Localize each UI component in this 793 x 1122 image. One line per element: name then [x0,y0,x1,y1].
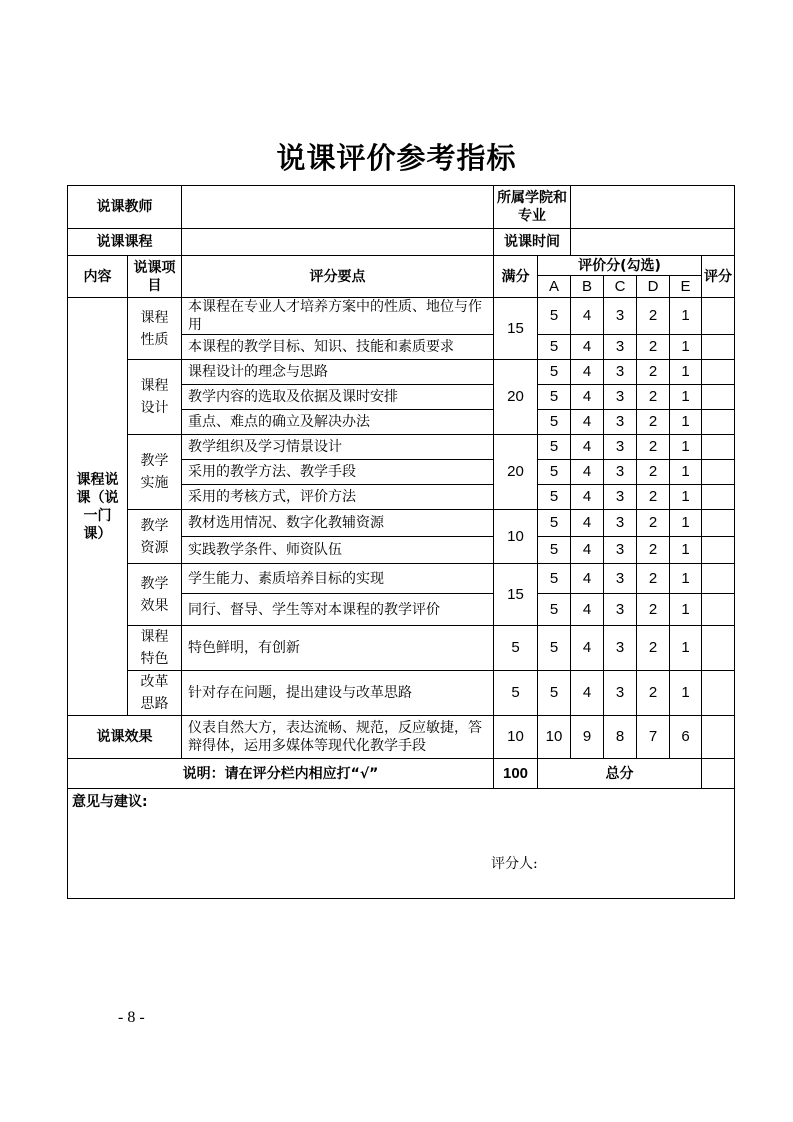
score-cell[interactable] [702,298,735,335]
grade-option[interactable]: 1 [670,510,702,537]
grade-option[interactable]: 2 [637,410,670,435]
evaluation-table [67,185,735,899]
grade-option[interactable]: 1 [670,460,702,485]
item-name: 课程特色 [128,626,182,671]
grade-letter: D [637,276,670,298]
main-category-label: 课程说课（说一门课） [68,298,128,716]
scoring-point: 本课程在专业人才培养方案中的性质、地位与作用 [182,298,494,335]
score-cell[interactable] [702,360,735,385]
scoring-point: 重点、难点的确立及解决办法 [182,410,494,435]
grade-option[interactable]: 3 [604,564,637,594]
grade-letter: A [538,276,571,298]
grade-option[interactable]: 3 [604,537,637,564]
grade-option[interactable]: 3 [604,298,637,335]
grade-option[interactable]: 4 [571,385,604,410]
grade-letter: B [571,276,604,298]
table-row [68,360,735,385]
full-score: 15 [494,298,538,360]
scoring-point: 采用的教学方法、教学手段 [182,460,494,485]
scoring-point: 教学组织及学习情景设计 [182,435,494,460]
effect-grade-option[interactable]: 6 [670,716,702,759]
college-field[interactable] [571,186,735,229]
grade-option[interactable]: 5 [538,510,571,537]
table-row [68,510,735,537]
grade-option[interactable]: 4 [571,564,604,594]
grade-option[interactable]: 2 [637,564,670,594]
total-label: 总分 [538,759,702,789]
col-full-header: 满分 [494,256,538,298]
grade-option[interactable]: 2 [637,594,670,626]
grade-option[interactable]: 3 [604,626,637,671]
effect-point: 仪表自然大方，表达流畅、规范，反应敏捷，答辩得体，运用多媒体等现代化教学手段 [182,716,494,759]
grade-option[interactable]: 4 [571,410,604,435]
grade-option[interactable]: 4 [571,537,604,564]
grade-option[interactable]: 5 [538,435,571,460]
column-header-row [68,256,735,276]
grade-option[interactable]: 1 [670,485,702,510]
time-field[interactable] [571,229,735,256]
effect-score-cell[interactable] [702,716,735,759]
col-grade-header: 评价分(勾选) [538,256,702,276]
grade-option[interactable]: 2 [637,671,670,716]
grade-option[interactable]: 2 [637,435,670,460]
table-row [68,435,735,460]
grade-option[interactable]: 3 [604,671,637,716]
grade-option[interactable]: 1 [670,385,702,410]
grade-option[interactable]: 5 [538,671,571,716]
grade-option[interactable]: 2 [637,485,670,510]
item-name: 课程设计 [128,360,182,435]
grade-option[interactable]: 5 [538,360,571,385]
grade-option[interactable]: 2 [637,626,670,671]
scoring-point: 学生能力、素质培养目标的实现 [182,564,494,594]
score-cell[interactable] [702,485,735,510]
table-row [68,626,735,671]
scoring-point: 采用的考核方式，评价方法 [182,485,494,510]
effect-grade-option[interactable]: 9 [571,716,604,759]
grade-option[interactable]: 2 [637,510,670,537]
full-score: 20 [494,435,538,510]
grade-option[interactable]: 5 [538,410,571,435]
note-text: 说明：请在评分栏内相应打“√” [68,759,494,789]
grade-option[interactable]: 3 [604,594,637,626]
opinion-row [68,789,735,899]
course-label: 说课课程 [68,229,182,256]
grade-option[interactable]: 1 [670,335,702,360]
college-label: 所属学院和专业 [494,186,571,229]
total-score-cell[interactable] [702,759,735,789]
grade-option[interactable]: 5 [538,385,571,410]
grade-option[interactable]: 4 [571,626,604,671]
grade-option[interactable]: 2 [637,298,670,335]
score-cell[interactable] [702,564,735,594]
grade-option[interactable]: 3 [604,360,637,385]
grade-option[interactable]: 4 [571,335,604,360]
effect-row [68,716,735,759]
table-row [68,671,735,716]
col-item-header: 说课项目 [128,256,182,298]
header-row-course [68,229,735,256]
full-score: 5 [494,626,538,671]
total-row [68,759,735,789]
grade-letter: C [604,276,637,298]
score-cell[interactable] [702,385,735,410]
table-row [68,298,735,335]
grade-option[interactable]: 4 [571,360,604,385]
scoring-point: 教材选用情况、数字化教辅资源 [182,510,494,537]
col-content-header: 内容 [68,256,128,298]
header-row-teacher [68,186,735,229]
grade-option[interactable]: 1 [670,626,702,671]
score-cell[interactable] [702,671,735,716]
grade-option[interactable]: 1 [670,298,702,335]
teacher-field[interactable] [182,186,494,229]
grade-letter: E [670,276,702,298]
effect-grade-option[interactable]: 7 [637,716,670,759]
item-name: 教学效果 [128,564,182,626]
grade-option[interactable]: 5 [538,335,571,360]
effect-grade-option[interactable]: 10 [538,716,571,759]
grade-option[interactable]: 4 [571,510,604,537]
opinion-label: 意见与建议: [72,794,148,810]
scoring-point: 教学内容的选取及依据及课时安排 [182,385,494,410]
full-score: 20 [494,360,538,435]
score-cell[interactable] [702,594,735,626]
grade-option[interactable]: 3 [604,485,637,510]
grade-option[interactable]: 4 [571,435,604,460]
full-score: 10 [494,510,538,564]
scoring-point: 针对存在问题，提出建设与改革思路 [182,671,494,716]
grade-option[interactable]: 4 [571,671,604,716]
grade-option[interactable]: 3 [604,460,637,485]
full-score: 5 [494,671,538,716]
grade-option[interactable]: 1 [670,594,702,626]
score-cell[interactable] [702,460,735,485]
score-cell[interactable] [702,410,735,435]
grade-option[interactable]: 1 [670,671,702,716]
scoring-point: 课程设计的理念与思路 [182,360,494,385]
effect-full-score: 10 [494,716,538,759]
score-cell[interactable] [702,435,735,460]
page-number: - 8 - [118,1009,145,1026]
grade-option[interactable]: 5 [538,626,571,671]
grade-option[interactable]: 4 [571,485,604,510]
grade-option[interactable]: 5 [538,485,571,510]
grade-option[interactable]: 3 [604,335,637,360]
grade-option[interactable]: 5 [538,594,571,626]
effect-grade-option[interactable]: 8 [604,716,637,759]
grade-option[interactable]: 3 [604,385,637,410]
item-name: 改革思路 [128,671,182,716]
grade-option[interactable]: 5 [538,460,571,485]
course-field[interactable] [182,229,494,256]
grade-option[interactable]: 2 [637,385,670,410]
grade-option[interactable]: 4 [571,594,604,626]
item-name: 教学资源 [128,510,182,564]
grade-option[interactable]: 2 [637,360,670,385]
item-name: 课程性质 [128,298,182,360]
grade-option[interactable]: 3 [604,435,637,460]
grade-option[interactable]: 4 [571,298,604,335]
grade-option[interactable]: 3 [604,410,637,435]
grade-option[interactable]: 4 [571,460,604,485]
total-full-score: 100 [494,759,538,789]
grade-option[interactable]: 5 [538,564,571,594]
grade-option[interactable]: 1 [670,360,702,385]
grade-option[interactable]: 5 [538,298,571,335]
scoring-point: 特色鲜明，有创新 [182,626,494,671]
score-cell[interactable] [702,626,735,671]
page-title: 说课评价参考指标 [276,141,517,175]
score-cell[interactable] [702,510,735,537]
scoring-point: 实践教学条件、师资队伍 [182,537,494,564]
grade-option[interactable]: 5 [538,537,571,564]
scoring-point: 同行、督导、学生等对本课程的教学评价 [182,594,494,626]
time-label: 说课时间 [494,229,571,256]
grade-option[interactable]: 1 [670,564,702,594]
score-cell[interactable] [702,335,735,360]
effect-label: 说课效果 [68,716,182,759]
grade-option[interactable]: 1 [670,410,702,435]
teacher-label: 说课教师 [68,186,182,229]
item-name: 教学实施 [128,435,182,510]
col-score-header: 评分 [702,256,735,298]
scoring-point: 本课程的教学目标、知识、技能和素质要求 [182,335,494,360]
grade-option[interactable]: 1 [670,537,702,564]
table-row [68,564,735,594]
grade-option[interactable]: 2 [637,537,670,564]
score-cell[interactable] [702,537,735,564]
opinion-cell[interactable] [68,789,735,899]
full-score: 15 [494,564,538,626]
grade-option[interactable]: 3 [604,510,637,537]
grade-option[interactable]: 2 [637,460,670,485]
grade-option[interactable]: 2 [637,335,670,360]
grade-option[interactable]: 1 [670,435,702,460]
rater-label: 评分人: [491,856,538,872]
col-points-header: 评分要点 [182,256,494,298]
evaluation-table-body [68,186,735,899]
